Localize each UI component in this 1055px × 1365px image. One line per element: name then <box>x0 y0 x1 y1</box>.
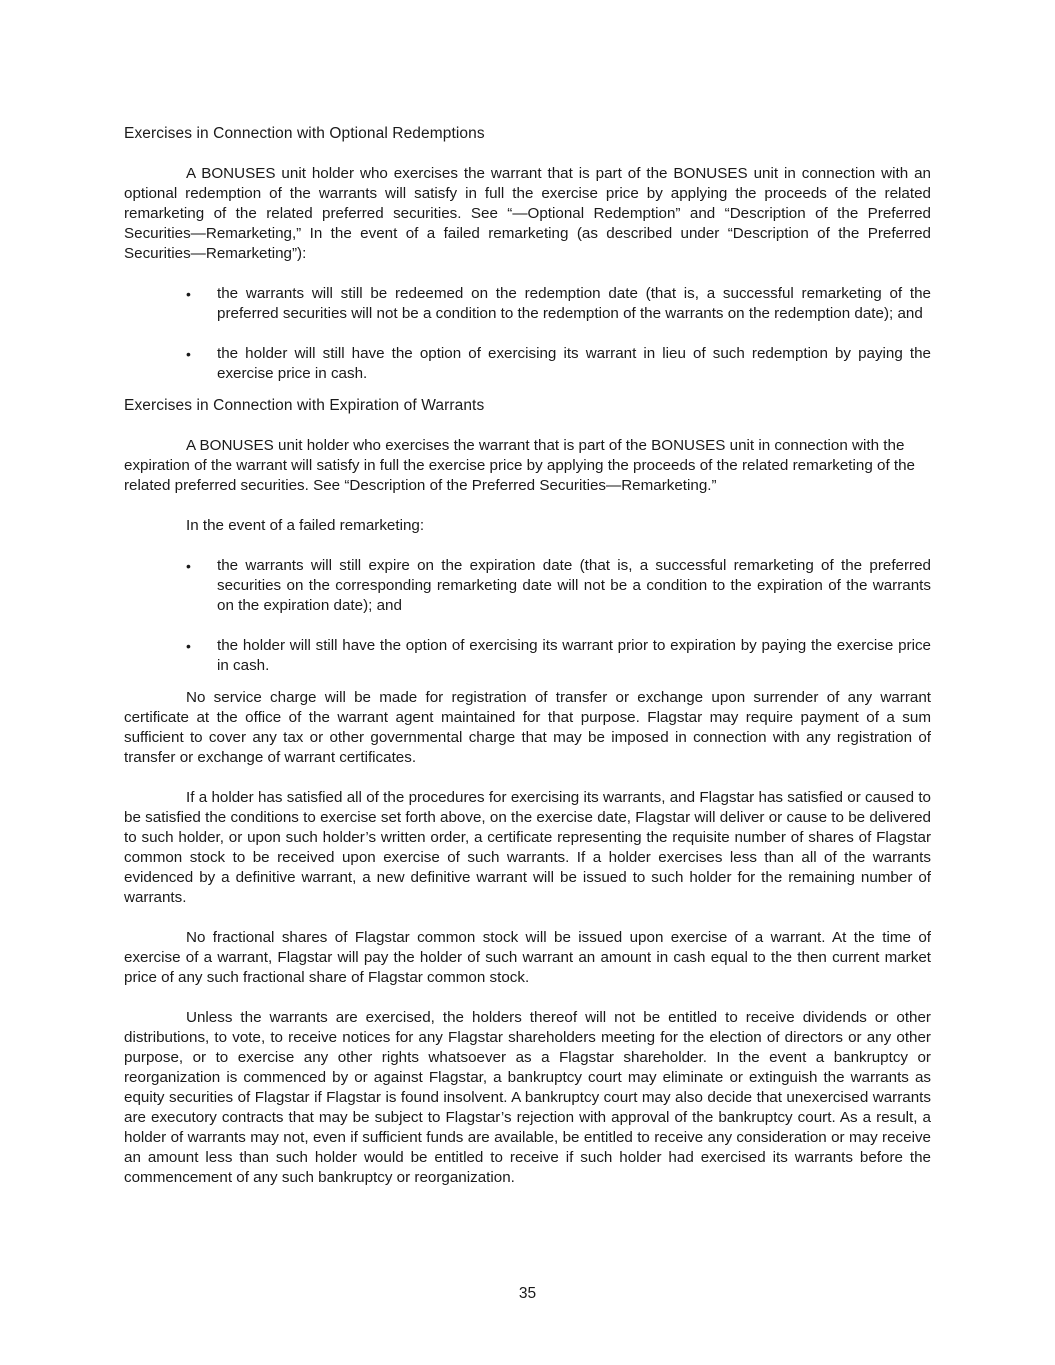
bullet-icon: • <box>186 346 191 362</box>
bullet-item <box>124 344 931 384</box>
service-charge-paragraph: No service charge will be made for registration of transfer or exchange upon surrender of any warrant certificate at the office of the warrant agent maintained for that purpose. Flagstar may require payment of a sum sufficient to cover any tax or other governmental charge that may be imposed in connection with any registration of transfer or exchange of warrant certificates. <box>124 689 931 766</box>
section-heading-optional-redemptions: Exercises in Connection with Optional Redemptions <box>124 125 485 142</box>
bullet-item <box>124 284 931 324</box>
expiration-paragraph: A BONUSES unit holder who exercises the warrant that is part of the BONUSES unit in connection with the expiration of the warrant will satisfy in full the exercise price by applying the proceeds of the related remarketing of the related preferred securities. See “Description of the Preferred Securities—Remarketing.” <box>124 437 916 494</box>
expiration-bullet-list <box>124 556 931 676</box>
failed-remarketing-intro: In the event of a failed remarketing: <box>186 517 425 534</box>
holder-rights-paragraph: Unless the warrants are exercised, the holders thereof will not be entitled to receive dividends or other distributions, to vote, to receive notices for any Flagstar shareholders meeting for the election of directors or any other purpose, or to exercise any other rights whatsoever as a Flagstar shareholder. In the event a bankruptcy or reorganization is commenced by or against Flagstar, a bankruptcy court may eliminate or extinguish the warrants as equity securities of Flagstar if Flagstar is found insolvent. A bankruptcy court may also decide that unexercised warrants are executory contracts that may be subject to Flagstar’s rejection with approval of the bankruptcy court. As a result, a holder of warrants may not, even if sufficient funds are available, be entitled to receive any consideration or may receive an amount less than such holder would be entitled to receive if such holder had exercised its warrants before the commencement of any such bankruptcy or reorganization. <box>124 1009 931 1186</box>
delivery-paragraph: If a holder has satisfied all of the procedures for exercising its warrants, and Flagstar has satisfied or caused to be satisfied the conditions to exercise set forth above, on the exercise date, Flagstar will deliver or cause to be delivered to such holder, or upon such holder’s written order, a certificate representing the requisite number of shares of Flagstar common stock to be received upon exercise of such warrants. If a holder exercises less than all of the warrants evidenced by a definitive warrant, a new definitive warrant will be issued to such holder for the remaining number of warrants. <box>124 789 931 906</box>
fractional-shares-paragraph: No fractional shares of Flagstar common stock will be issued upon exercise of a warrant. At the time of exercise of a warrant, Flagstar will pay the holder of such warrant an amount in cash equal to the then current market price of any such fractional share of Flagstar common stock. <box>124 929 931 986</box>
bullet-icon: • <box>186 286 191 302</box>
optional-redemptions-paragraph: A BONUSES unit holder who exercises the warrant that is part of the BONUSES unit in connection with an optional redemption of the warrants will satisfy in full the exercise price by applying the proceeds of the related remarketing of the related preferred securities. See “—Optional Redemption” and “Description of the Preferred Securities—Remarketing,” In the event of a failed remarketing (as described under “Description of the Preferred Securities—Remarketing”): <box>124 165 931 262</box>
bullet-text: the warrants will still be redeemed on the redemption date (that is, a successful remarketing of the preferred securities will not be a condition to the redemption of the warrants on the redemption date); and <box>217 285 931 322</box>
bullet-icon: • <box>186 638 191 654</box>
optional-redemptions-bullet-list <box>124 284 931 384</box>
document-page <box>124 124 931 1188</box>
bullet-icon: • <box>186 558 191 574</box>
bullet-text: the holder will still have the option of exercising its warrant in lieu of such redemption by paying the exercise price in cash. <box>217 345 931 382</box>
page-number: 35 <box>518 1285 537 1302</box>
bullet-text: the warrants will still expire on the expiration date (that is, a successful remarketing of the preferred securities on the corresponding remarketing date will not be a condition to the expiration of the warrants on the expiration date); and <box>217 557 931 614</box>
bullet-item <box>124 636 931 676</box>
section-heading-expiration-of-warrants: Exercises in Connection with Expiration of Warrants <box>124 397 485 414</box>
bullet-text: the holder will still have the option of exercising its warrant prior to expiration by paying the exercise price in cash. <box>217 637 931 674</box>
bullet-item <box>124 556 931 616</box>
